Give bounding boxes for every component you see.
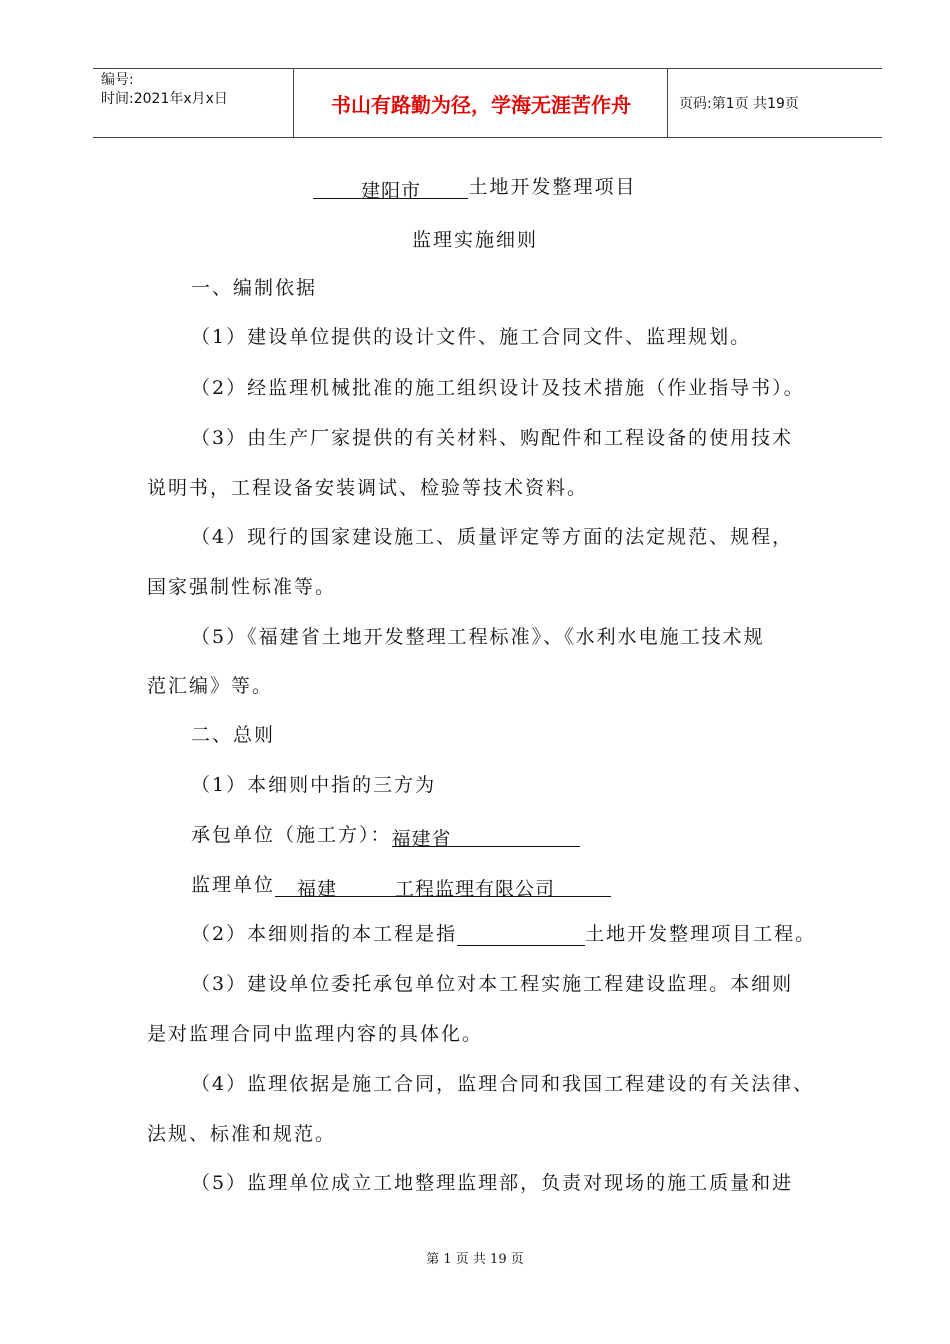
title-city: 建阳市 <box>360 180 421 202</box>
supervisor-value: 工程监理有限公司 <box>395 878 556 900</box>
time-label: 时间:2021年x月x日 <box>101 91 228 107</box>
section-heading: 二、总则 <box>191 724 276 746</box>
paragraph: 范汇编》等。 <box>147 675 274 697</box>
supervisor-label: 监理单位 <box>191 874 276 896</box>
header-meta <box>101 71 228 109</box>
paragraph: （1）建设单位提供的设计文件、施工合同文件、监理规划。 <box>191 326 752 348</box>
paragraph <box>191 919 950 946</box>
paragraph: 说明书，工程设备安装调试、检验等技术资料。 <box>147 477 589 499</box>
supervisor-field <box>275 874 611 900</box>
paragraph: 国家强制性标准等。 <box>147 576 337 598</box>
contractor-label: 承包单位（施工方）： <box>191 824 392 846</box>
supervisor-value: 福建 <box>297 878 338 900</box>
paragraph: （4）现行的国家建设施工、质量评定等方面的法定规范、规程， <box>191 526 794 548</box>
paragraph-part: 土地开发整理项目工程。 <box>585 923 817 945</box>
paragraph: （5）《福建省土地开发整理工程标准》、《水利水电施工技术规 <box>191 626 765 648</box>
contractor-value: 福建省 <box>391 828 452 850</box>
contractor-field <box>391 824 580 850</box>
header-divider <box>667 69 668 137</box>
section-heading: 一、编制依据 <box>191 277 318 299</box>
paragraph: （1）本细则中指的三方为 <box>191 774 437 796</box>
paragraph: 法规、标准和规范。 <box>147 1123 337 1145</box>
header-motto: 书山有路勤为径，学海无涯苦作舟 <box>331 92 631 117</box>
document-subtitle: 监理实施细则 <box>411 229 538 251</box>
paragraph: 是对监理合同中监理内容的具体化。 <box>147 1023 484 1045</box>
contractor-line <box>191 820 950 850</box>
paragraph: （2）经监理机械批准的施工组织设计及技术措施（作业指导书）。 <box>191 377 805 399</box>
title-city-underline <box>313 176 468 202</box>
serial-label: 编号: <box>101 72 134 88</box>
header-page-number: 页码:第1页 共19页 <box>679 96 799 112</box>
paragraph: （4）监理依据是施工合同，监理合同和我国工程建设的有关法律、 <box>191 1073 815 1095</box>
supervisor-line <box>191 870 950 900</box>
paragraph: （3）建设单位委托承包单位对本工程实施工程建设监理。本细则 <box>191 973 794 995</box>
project-blank <box>457 923 585 946</box>
paragraph: （5）监理单位成立工地整理监理部，负责对现场的施工质量和进 <box>191 1172 794 1194</box>
paragraph-part: （2）本细则指的本工程是指 <box>191 923 458 945</box>
document-title <box>0 172 950 202</box>
paragraph: （3）由生产厂家提供的有关材料、购配件和工程设备的使用技术 <box>191 427 794 449</box>
page-header <box>93 68 882 138</box>
header-divider <box>293 69 294 137</box>
page-footer: 第 1 页 共 19 页 <box>426 1252 524 1267</box>
title-project: 土地开发整理项目 <box>468 176 637 198</box>
